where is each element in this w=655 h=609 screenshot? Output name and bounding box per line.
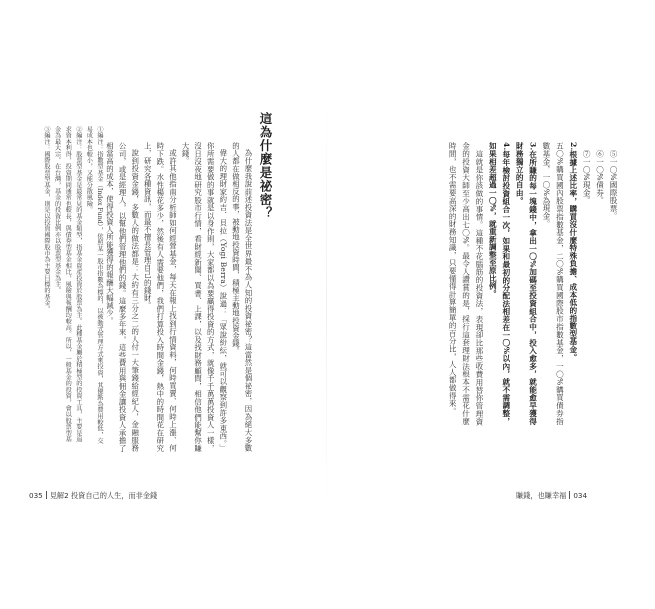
footer-book-title: 賺錢，也賺幸福 [516,491,567,500]
right-paragraph: ⑦一〇%現金。 [582,149,592,204]
right-paragraph: 2.根據上述比率，購買沒什麼特殊負擔、成本低的指數型基金。 [568,142,578,361]
right-paragraph: 4.每年檢討投資組合一次，如果和最初的分配法相差在一〇%以內，就不需調整，如果相差超過一〇%，就重新調整至原比例。 [488,142,511,425]
footer-separator [569,491,570,499]
page-number-left: 035 [29,491,43,500]
left-paragraph: 偉大的理財家約吉．貝拉（Yogi Berra）說過：「眾說紛紜，就可以觀察到許多東西。」你所需要做的事就是以身作則，大家都以為要贏得投資的方式，就像千千萬萬投資人一樣，沒日沒夜地研究股市行情，看財經新聞、買書、上課，以及找財務顧問，相信他們能幫你賺大錢。 [181,142,228,452]
left-paragraph: 或許其他指南分析師如何經營基金，每天在報上找到行情資料，何時買賣、何時上漲、何時下跌。水性楊花多少，然後有人需要他們，我們打算投入時間金錢，熱中的時間花在研究上，研究各種資訊，而最不擅長管理自己的錢財。 [143,142,178,452]
right-paragraph: 3.在所賺的每一塊錢中，拿出一〇%加碼至投資組合中，投入愈多，就能愈早獲得財務獨立的自由。 [515,142,538,425]
right-paragraph: 這就是你該做的事情。這種不花腦筋的投資法，表現卻比那些收費用替你管理資金的投資大師至少高出七〇%。最令人讚賞的是，採行這套理財法根本不需花什麼時間，也不需要高深的財務知識，只要懂得計算簡單的百分比，人人都做得來。 [448,142,484,425]
page-number-right: 034 [573,491,588,500]
footer-chapter-title: 投資自己的人生，而非金錢 [70,491,158,500]
editor-note: ②編注：股票型基金是最常見的基金類型，指基金資產投資於股票為主。此種基金屬於積極型的投資工具，主要是追求資本利得，投資期間通常也較長，與債券型基金相比，風險與報酬均較高。所以，一般基金的投資，會以股票型基金為最大宗。在台灣，基金的投資比例亦以股票型基金為主。 [53,126,82,443]
right-paragraph: ⑥一〇%債券。 [595,149,605,204]
left-paragraph: 說到投資金錢，多數人的做法都是：大約有三分之二的人付一大筆錢給經紀人，金融服務公司，或是經理人，以幫他們管理他們的錢。這麼多年來，這些費用與佣金讓投資人承擔了相當高的成本，使得投資人所能獲得的報酬大幅減少。 [105,142,140,452]
section-heading: 這為什麼是祕密？ [258,112,273,220]
footer-left [29,491,157,501]
footer-right [516,491,587,501]
left-page-body [107,142,254,452]
footer-chapter: 見解2 [49,491,69,500]
editor-note: ①編注：指數型基金（Index Fund），依照某一股市指數為標的，以被動式管理方式來投資，其優點為費用較低，交易成本也較小，又能分散風險。 [85,126,103,444]
editor-notes [26,126,104,446]
editor-note: ③編注：國際股票型基金，則是以投資國際股市為主要目標的基金。 [43,126,51,312]
right-page-body [395,142,620,425]
left-paragraph: 為什麼我說前述投資法是全世界最不為人知的投資祕密？這當然是個祕密，因為絕大多數的人都在做相反的事，被動地投資時間，積極主動地投資金錢。 [231,142,253,452]
right-paragraph: 五〇%購買國內股票指數基金，二〇%購買國際股市指數基金，一〇%購買債券指數基金，一〇%為現金。 [541,142,565,425]
footer-separator [46,491,47,499]
right-paragraph: ⑤一〇%國際股票。 [609,149,618,220]
